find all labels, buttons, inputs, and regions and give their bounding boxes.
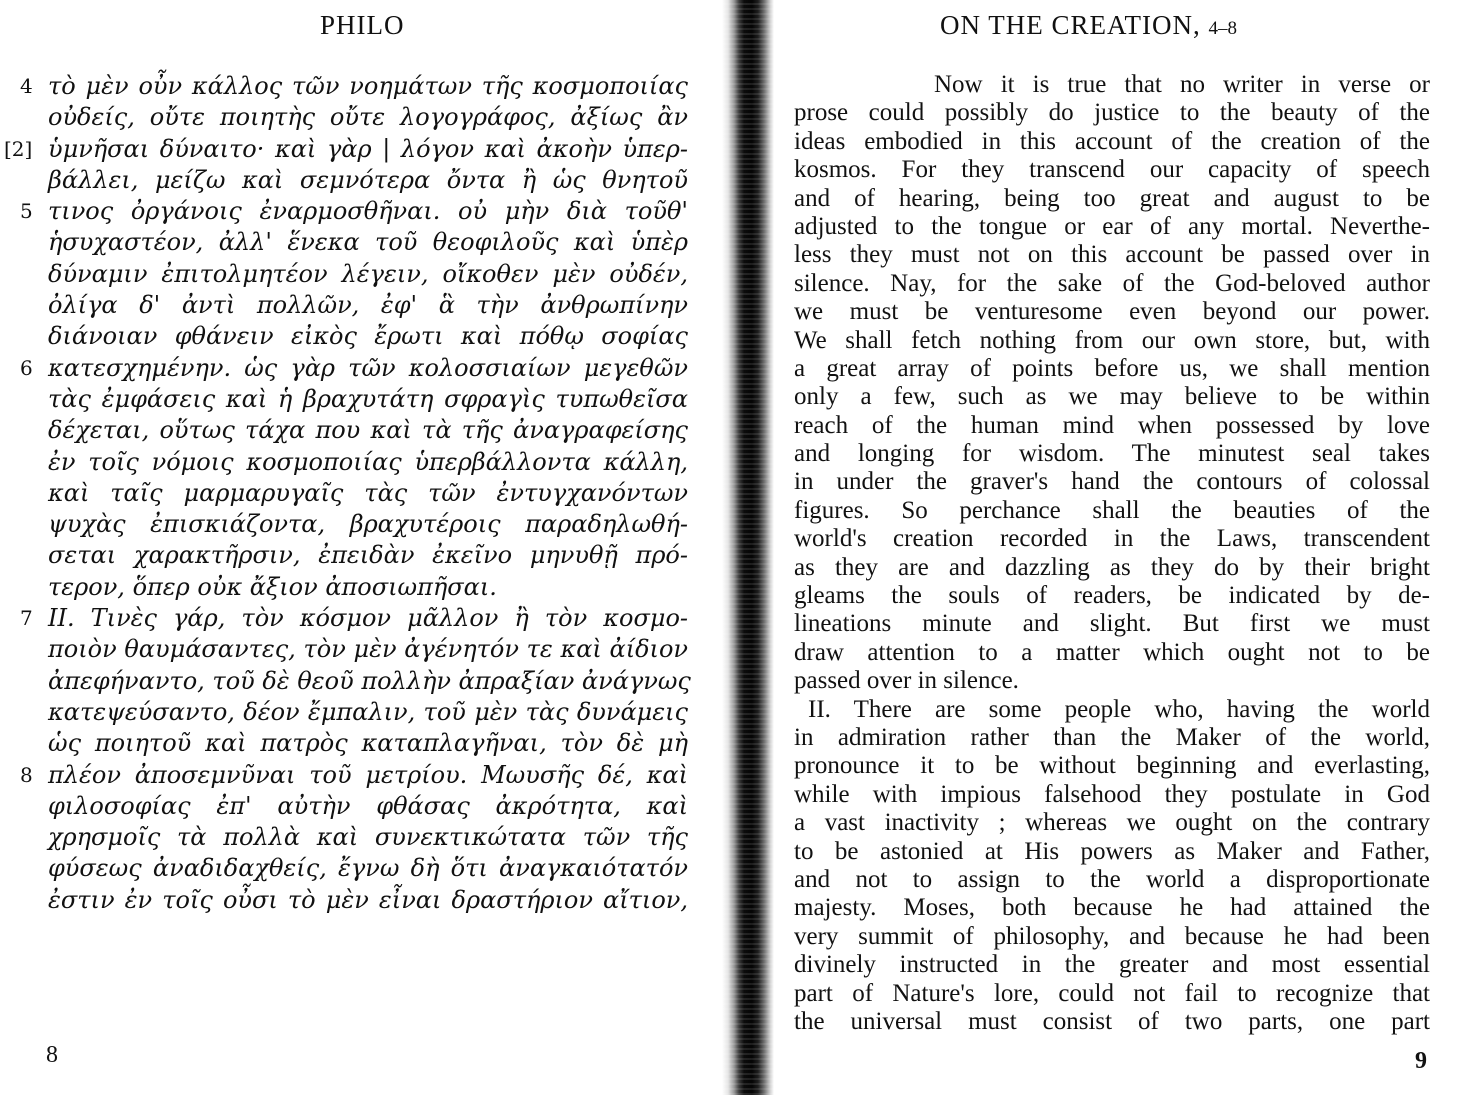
greek-line-text: ποιὸν θαυμάσαντες, τὸν μὲν ἀγένητόν τε καὶ ἀίδιον xyxy=(48,635,688,664)
english-translation xyxy=(794,71,1430,1036)
page-number-right: 9 xyxy=(1415,1048,1427,1074)
english-line: lineations minute and slight. But first we must xyxy=(794,610,1430,638)
greek-line-text: χρησμοῖς τὰ πολλὰ καὶ συνεκτικώτατα τῶν τῆς xyxy=(48,823,688,852)
section-number: 7 xyxy=(20,606,33,631)
greek-line xyxy=(48,728,688,759)
english-line: while with impious falsehood they postulate in God xyxy=(794,780,1430,808)
greek-line-text: ὀλίγα δ' ἀντὶ πολλῶν, ἐφ' ἃ τὴν ἀνθρωπίνην xyxy=(48,291,688,320)
greek-line xyxy=(48,634,688,665)
greek-line xyxy=(20,603,688,634)
greek-text xyxy=(4,71,691,916)
english-line: part of Nature's lore, could not fail to recognize that xyxy=(794,979,1430,1007)
greek-line-text: κατεσχημένην. ὡς γὰρ τῶν κολοσσιαίων μεγεθῶν xyxy=(48,353,688,382)
english-line: in admiration rather than the Maker of the world, xyxy=(794,723,1430,751)
english-line: passed over in silence. xyxy=(794,667,1019,695)
section-number: 8 xyxy=(20,762,33,787)
greek-line xyxy=(48,885,688,916)
greek-line xyxy=(48,791,688,822)
running-head-title: ON THE CREATION, xyxy=(940,10,1201,40)
book-gutter xyxy=(722,0,774,1095)
greek-line-text: βάλλει, μείζω καὶ σεμνότερα ὄντα ἢ ὡς θνητοῦ xyxy=(48,165,688,194)
english-line: a great array of points before us, we shall mention xyxy=(794,354,1430,382)
greek-line xyxy=(48,666,691,697)
english-line: figures. So perchance shall the beauties of the xyxy=(794,496,1430,524)
english-line: as they are and dazzling as they do by their bright xyxy=(794,553,1430,581)
section-number: 6 xyxy=(20,355,33,380)
greek-line xyxy=(48,102,688,133)
english-line: II. There are some people who, having the world xyxy=(808,695,1430,723)
greek-line xyxy=(48,384,688,415)
english-line: kosmos. For they transcend our capacity of speech xyxy=(794,156,1430,184)
greek-line xyxy=(48,540,688,571)
english-line: and longing for wisdom. The minutest seal takes xyxy=(794,440,1430,468)
greek-line xyxy=(48,853,688,884)
english-line: gleams the souls of readers, be indicated by de- xyxy=(794,582,1430,610)
greek-line-text: ἐστιν ἐν τοῖς οὖσι τὸ μὲν εἶναι δραστήριον αἴτιον, xyxy=(48,885,688,914)
greek-line-text: καὶ ταῖς μαρμαρυγαῖς τὰς τῶν ἐντυγχανόντων xyxy=(48,478,688,507)
greek-line xyxy=(48,415,688,446)
english-line: Now it is true that no writer in verse or xyxy=(934,71,1430,98)
greek-line xyxy=(48,290,688,321)
english-line: only a few, such as we may believe to be within xyxy=(794,383,1430,411)
english-line: less they must not on this account be passed over in xyxy=(794,241,1430,269)
running-head-range: 4–8 xyxy=(1208,18,1237,39)
greek-line xyxy=(48,447,688,478)
section-number: [2] xyxy=(4,136,33,161)
greek-line-text: ὡς ποιητοῦ καὶ πατρὸς καταπλαγῆναι, τὸν δὲ μὴ xyxy=(48,729,688,758)
greek-line-text: ἐν τοῖς νόμοις κοσμοποιίας ὑπερβάλλοντα κάλλη, xyxy=(48,447,688,476)
greek-line-text: ὑμνῆσαι δύναιτο· καὶ γὰρ | λόγον καὶ ἀκοὴν ὑπερ- xyxy=(48,134,688,163)
greek-line-text: τὰς ἐμφάσεις καὶ ἡ βραχυτάτη σφραγὶς τυπωθεῖσα xyxy=(48,384,688,413)
english-line: silence. Nay, for the sake of the God-beloved author xyxy=(794,269,1430,297)
greek-line-text: II. Τινὲς γάρ, τὸν κόσμον μᾶλλον ἢ τὸν κοσμο- xyxy=(48,604,688,633)
greek-line-text: διάνοιαν φθάνειν εἰκὸς ἔρωτι καὶ πόθῳ σοφίας xyxy=(48,322,688,351)
greek-line-text: τὸ μὲν οὖν κάλλος τῶν νοημάτων τῆς κοσμοποιίας xyxy=(48,72,688,100)
english-line: the universal must consist of two parts, one part xyxy=(794,1007,1430,1035)
greek-line xyxy=(48,478,688,509)
greek-line xyxy=(48,259,688,290)
greek-line-text: δύναμιν ἐπιτολμητέον λέγειν, οἴκοθεν μὲν οὐδέν, xyxy=(48,259,688,288)
english-line: in under the graver's hand the contours of colossal xyxy=(794,468,1430,496)
greek-line xyxy=(48,321,688,352)
english-line: adjusted to the tongue or ear of any mortal. Neverthe- xyxy=(794,212,1430,240)
english-line: We shall fetch nothing from our own store, but, with xyxy=(794,326,1430,354)
greek-line xyxy=(4,134,688,165)
greek-line xyxy=(20,760,688,791)
greek-line-text: φιλοσοφίας ἐπ' αὐτὴν φθάσας ἀκρότητα, καὶ xyxy=(48,791,688,820)
english-line: to be astonied at His powers as Maker and Father, xyxy=(794,837,1430,865)
greek-line xyxy=(20,353,688,384)
right-page xyxy=(770,0,1468,1095)
left-page xyxy=(0,0,725,1095)
english-line: majesty. Moses, both because he had attained the xyxy=(794,894,1430,922)
greek-line xyxy=(48,227,688,258)
english-line: draw attention to a matter which ought not to be xyxy=(794,638,1430,666)
page-number-left: 8 xyxy=(46,1042,58,1068)
english-line: ideas embodied in this account of the creation of the xyxy=(794,127,1430,155)
greek-line-text: οὐδείς, οὔτε ποιητὴς οὔτε λογογράφος, ἀξίως ἂν xyxy=(48,103,688,132)
greek-line-text: τινος ὀργάνοις ἐναρμοσθῆναι. οὐ μὴν διὰ τοῦθ' xyxy=(48,197,688,226)
english-line: and not to assign to the world a disproportionate xyxy=(794,865,1430,893)
greek-line-text: τερον, ὅπερ οὐκ ἄξιον ἀποσιωπῆσαι. xyxy=(48,572,497,601)
english-line: reach of the human mind when possessed by love xyxy=(794,411,1430,439)
english-line: we must be venturesome even beyond our power. xyxy=(794,298,1430,326)
greek-line-text: κατεψεύσαντο, δέον ἔμπαλιν, τοῦ μὲν τὰς δυνάμεις xyxy=(48,697,688,726)
section-number: 4 xyxy=(20,74,33,98)
english-line: pronounce it to be without beginning and everlasting, xyxy=(794,752,1430,780)
english-line: world's creation recorded in the Laws, transcendent xyxy=(794,525,1430,553)
greek-line-text: φύσεως ἀναδιδαχθείς, ἔγνω δὴ ὅτι ἀναγκαιότατόν xyxy=(48,854,688,883)
greek-line xyxy=(20,196,688,227)
greek-line-text: ἀπεφήναντο, τοῦ δὲ θεοῦ πολλὴν ἀπραξίαν ἀνάγνως xyxy=(48,666,691,695)
running-head-right xyxy=(940,10,1237,41)
section-number: 5 xyxy=(20,199,33,224)
english-line: and of hearing, being too great and august to be xyxy=(794,184,1430,212)
english-line: very summit of philosophy, and because he had been xyxy=(794,922,1430,950)
greek-line-text: σεται χαρακτῆρσιν, ἐπειδὰν ἐκεῖνο μηνυθῇ πρό- xyxy=(48,541,688,570)
greek-line xyxy=(48,572,688,603)
english-line: a vast inactivity ; whereas we ought on the contrary xyxy=(794,809,1430,837)
greek-line-text: δέχεται, οὕτως τάχα που καὶ τὰ τῆς ἀναγραφείσης xyxy=(48,416,688,445)
english-line: divinely instructed in the greater and most essential xyxy=(794,951,1430,979)
greek-line-text: ἡσυχαστέον, ἀλλ' ἕνεκα τοῦ θεοφιλοῦς καὶ ὑπὲρ xyxy=(48,228,688,257)
english-line: prose could possibly do justice to the beauty of the xyxy=(794,99,1430,127)
greek-line xyxy=(48,697,688,728)
greek-line xyxy=(48,165,688,196)
running-head-left: PHILO xyxy=(320,10,405,40)
greek-line xyxy=(20,71,688,102)
greek-line xyxy=(48,822,688,853)
greek-line-text: ψυχὰς ἐπισκιάζοντα, βραχυτέροις παραδηλωθή- xyxy=(48,510,688,539)
greek-line-text: πλέον ἀποσεμνῦναι τοῦ μετρίου. Μωυσῆς δέ, καὶ xyxy=(48,760,688,789)
greek-line xyxy=(48,509,688,540)
